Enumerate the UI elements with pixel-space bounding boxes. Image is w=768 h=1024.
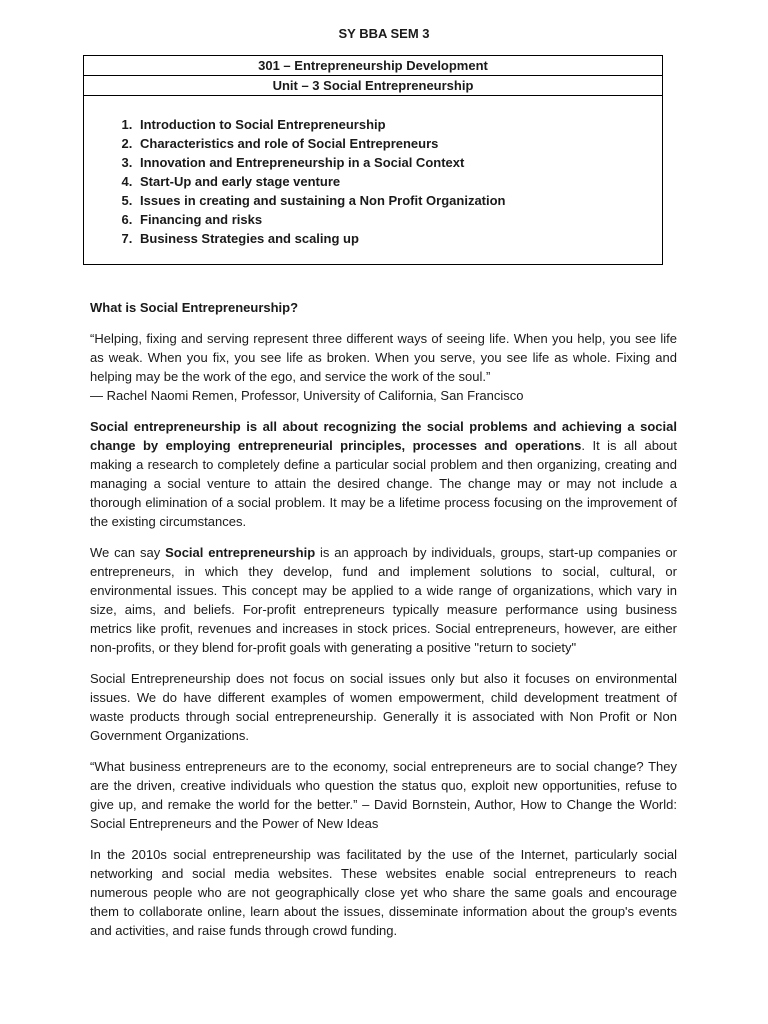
approach-lead-text: We can say xyxy=(90,545,166,560)
definition-bold-text: Social entrepreneurship is all about recognizing the social problems and achieving a social change by employing entrepreneurial principles, processes and operations xyxy=(90,419,677,453)
section-heading: What is Social Entrepreneurship? xyxy=(90,300,299,315)
topic-item: 7. Business Strategies and scaling up xyxy=(136,229,662,248)
approach-text: is an approach by individuals, groups, start-up companies or entrepreneurs, in which they develop, fund and implement solutions to social, cultural, or environmental issues. This concept may be applied to a wide range of organizations, which vary in size, aims, and beliefs. For-profit entrepreneurs typically measure performance using business metrics like profit, revenues and increases in stock prices. Social entrepreneurs, however, are either non-profits, or they blend for-profit goals with generating a positive "return to society" xyxy=(90,545,677,655)
definition-paragraph xyxy=(90,417,677,531)
bornstein-quote-paragraph: “What business entrepreneurs are to the economy, social entrepreneurs are to social change? They are the driven, creative individuals who question the status quo, exploit new opportunities, refuse to give up, and remake the world for the better.” – David Bornstein, Author, How to Change the World: Social Entrepreneurs and the Power of New Ideas xyxy=(90,759,677,831)
page-header: SY BBA SEM 3 xyxy=(338,26,430,41)
approach-paragraph xyxy=(90,543,677,657)
course-title: 301 – Entrepreneurship Development xyxy=(84,56,662,76)
topic-item: 5. Issues in creating and sustaining a Non Profit Organization xyxy=(136,191,662,210)
topic-item: 1. Introduction to Social Entrepreneurship xyxy=(136,115,662,134)
environment-paragraph: Social Entrepreneurship does not focus on social issues only but also it focuses on environmental issues. We do have different examples of women empowerment, child development treatment of waste products through social entrepreneurship. Generally it is associated with Non Profit or Non Government Organizations. xyxy=(90,671,677,743)
internet-paragraph: In the 2010s social entrepreneurship was facilitated by the use of the Internet, particularly social networking and social media websites. These websites enable social entrepreneurs to reach numerous people who are not geographically close yet who share the same goals and encourage them to collaborate online, learn about the issues, disseminate information about the group's events and activities, and raise funds through crowd funding. xyxy=(90,847,677,938)
topic-item: 4. Start-Up and early stage venture xyxy=(136,172,662,191)
quote-paragraph xyxy=(90,329,677,386)
unit-title: Unit – 3 Social Entrepreneurship xyxy=(84,76,662,96)
quote-attribution: — Rachel Naomi Remen, Professor, University of California, San Francisco xyxy=(90,388,524,403)
topic-item: 2. Characteristics and role of Social Entrepreneurs xyxy=(136,134,662,153)
definition-text: . It is all about making a research to completely define a particular social problem and then organizing, creating and managing a social venture to attain the desired change. The change may or may not include a thorough elimination of a social problem. It may be a lifetime process focusing on the improvement of the existing circumstances. xyxy=(90,438,677,529)
syllabus-box xyxy=(83,55,663,265)
topic-list xyxy=(84,115,662,248)
topic-item: 3. Innovation and Entrepreneurship in a Social Context xyxy=(136,153,662,172)
approach-bold-text: Social entrepreneurship xyxy=(165,545,316,560)
quote-text: “Helping, fixing and serving represent three different ways of seeing life. When you help, you see life as weak. When you fix, you see life as broken. When you serve, you see life as whole. Fixing and helping may be the work of the ego, and service the work of the soul.” xyxy=(90,331,677,384)
article-body xyxy=(90,298,677,952)
topic-item: 6. Financing and risks xyxy=(136,210,662,229)
